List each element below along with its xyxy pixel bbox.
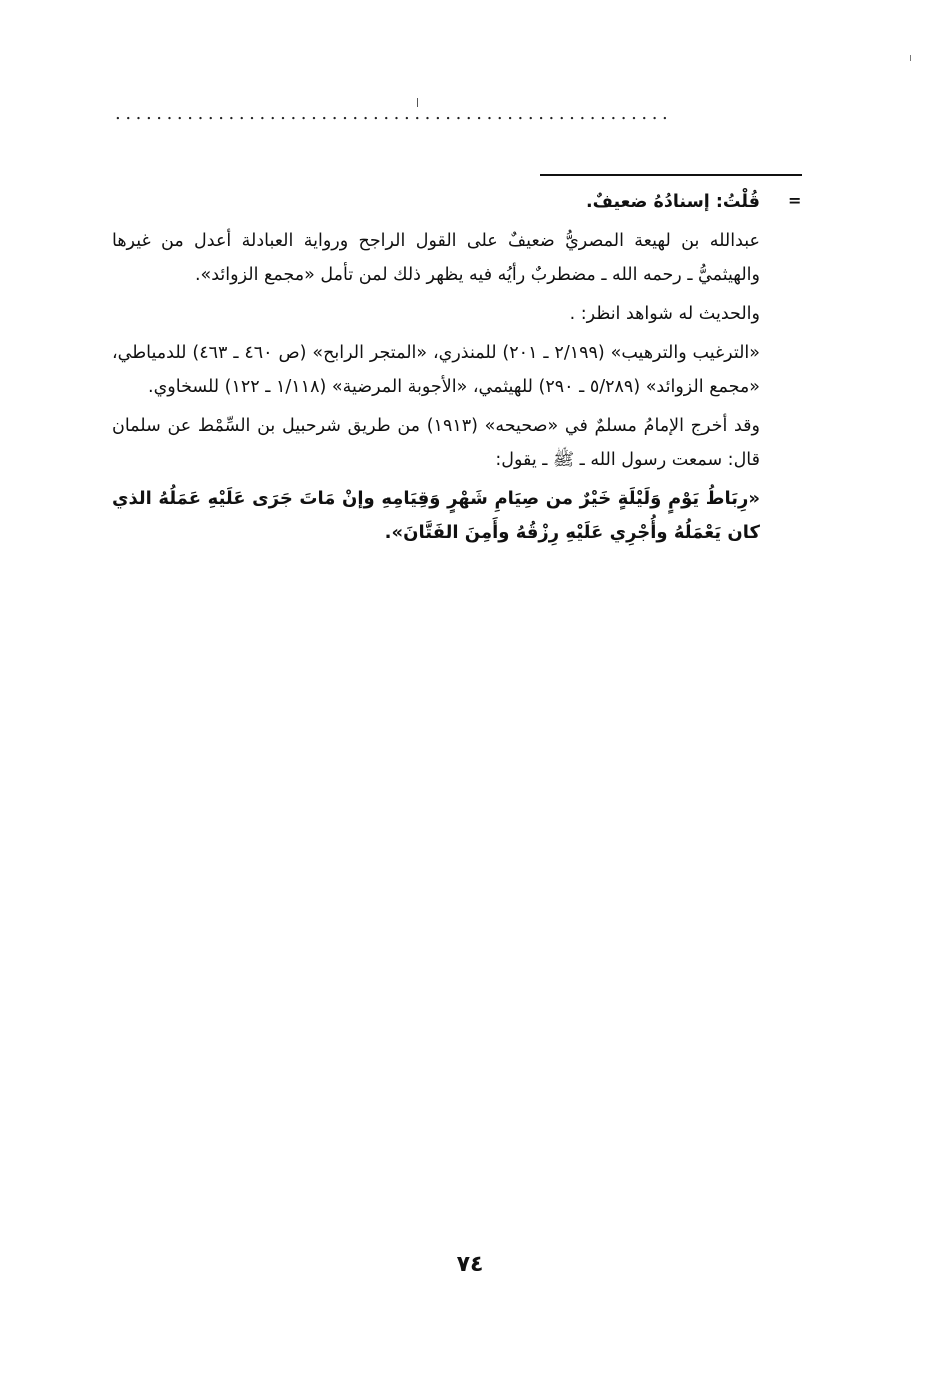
footnote-paragraph-narrator: عبدالله بن لهيعة المصريُّ ضعيفٌ على القول الراجح ورواية العبادلة أعدل من غيرها والهيثميُّ ـ رحمه الله ـ مضطربٌ رأيُه فيه يظهر ذلك لمن تأمل «مجمع الزوائد». xyxy=(112,231,760,285)
hadith-quote: «رِبَاطُ يَوْمٍ وَلَيْلَةٍ خَيْرٌ من صِيَامِ شَهْرٍ وَقِيَامِهِ وإنْ مَاتَ جَرَى عَلَيْهِ عَمَلُهُ الذي كان يَعْمَلُهُ وأُجْرِي عَلَيْهِ رِزْقُهُ وأَمِنَ الفَتَّانَ». xyxy=(112,488,760,543)
footnote-paragraph-witnesses: والحديث له شواهد انظر: . xyxy=(569,304,760,324)
footnote-separator-rule xyxy=(540,174,802,176)
header-dotted-rule: ...................................................... xyxy=(115,104,673,124)
footnote-continuation-mark: = xyxy=(788,191,802,210)
footnote-body xyxy=(112,185,760,555)
scan-corner-mark xyxy=(910,55,911,61)
footnote-paragraph-references: «الترغيب والترهيب» (٢/١٩٩ ـ ٢٠١) للمنذري، «المتجر الرابح» (ص ٤٦٠ ـ ٤٦٣) للدمياطي، «مجمع الزوائد» (٥/٢٨٩ ـ ٢٩٠) للهيثمي، «الأجوبة المرضية» (١/١١٨ ـ ١٢٢) للسخاوي. xyxy=(112,343,760,397)
page-number: ٧٤ xyxy=(456,1252,484,1277)
footnote-opening-line: قُلْتُ: إسنادُهُ ضعيفٌ. xyxy=(586,192,760,212)
footnote-paragraph-muslim: وقد أخرج الإمامُ مسلمٌ في «صحيحه» (١٩١٣) من طريق شرحبيل بن السِّمْط عن سلمان قال: سمعت رسول الله ـ ﷺ ـ يقول: xyxy=(112,416,760,470)
